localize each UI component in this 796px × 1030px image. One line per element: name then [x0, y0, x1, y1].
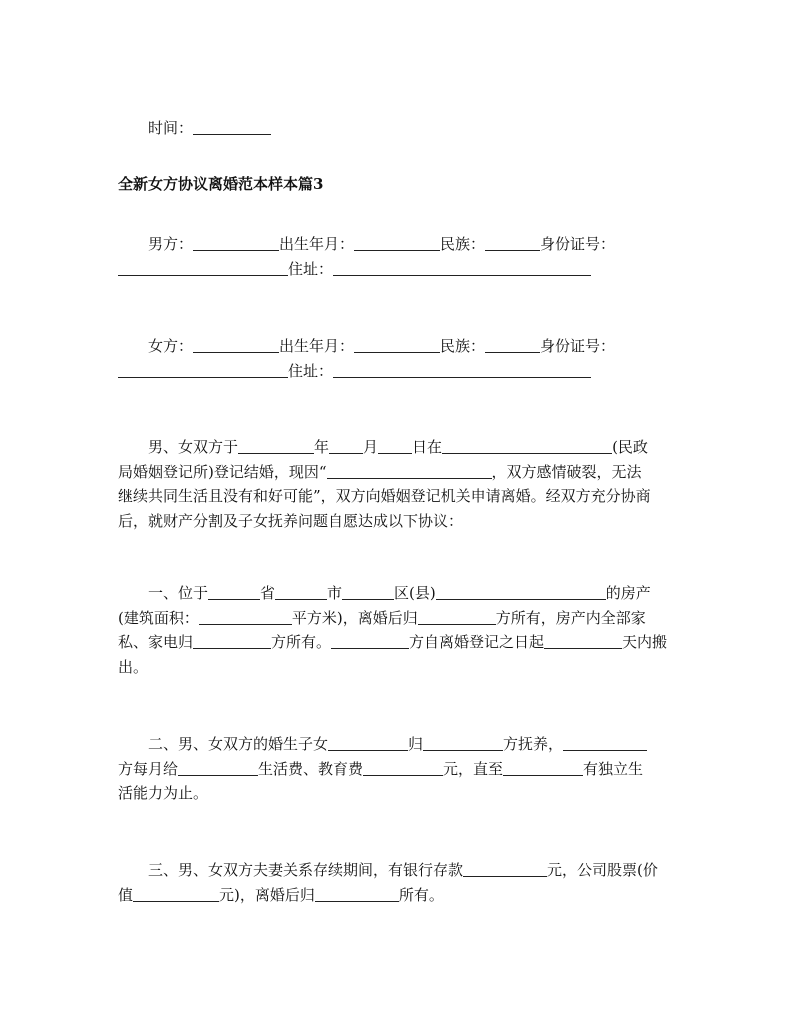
support-amount-blank	[363, 761, 443, 776]
clause-text: 活能力为止。	[118, 784, 209, 802]
furniture-owner-blank	[193, 634, 271, 649]
clause-1-paragraph	[118, 581, 684, 679]
man-ethnic-label: 民族：	[440, 235, 486, 253]
clause-text: 所有。	[398, 885, 444, 904]
clause-text: 元，公司股票(价	[547, 861, 658, 879]
asset-owner-blank	[315, 887, 399, 902]
clause-text: 平方米)，离婚后归	[291, 608, 418, 627]
marriage-place-blank	[442, 439, 612, 454]
marriage-month-blank	[329, 439, 363, 454]
marriage-day-blank	[378, 439, 412, 454]
clause-text: 方每月给	[118, 759, 179, 778]
marriage-text: 日在	[412, 438, 443, 456]
man-address-blank	[333, 261, 591, 276]
time-blank	[193, 120, 271, 135]
time-label: 时间：	[148, 119, 194, 137]
woman-label: 女方：	[148, 337, 194, 355]
marriage-text: 局婚姻登记所)登记结婚，现因“	[118, 462, 327, 481]
clause-text: 出。	[118, 657, 149, 676]
divorce-reason-blank	[327, 464, 492, 479]
clause-text: 的房产	[605, 584, 651, 602]
clause-text: 元)，离婚后归	[219, 885, 315, 904]
clause-text: 元，直至	[443, 759, 504, 778]
child-name-blank	[328, 736, 408, 751]
marriage-text: 男、女双方于	[148, 438, 239, 456]
woman-id-blank	[118, 363, 288, 378]
man-label: 男方：	[148, 235, 194, 253]
clause-text: 归	[408, 735, 424, 753]
marriage-text: 继续共同生活且没有和好可能”，双方向婚姻登记机关申请离婚。经双方充分协商	[118, 487, 651, 505]
clause-text: 省	[260, 584, 276, 602]
marriage-text: ，双方感情破裂，无法	[491, 462, 642, 481]
deposit-amount-blank	[463, 862, 547, 877]
woman-address-blank	[333, 363, 591, 378]
marriage-text: 后，就财产分割及子女抚养问题自愿达成以下协议：	[118, 511, 464, 530]
custody-party-blank	[423, 736, 503, 751]
moving-party-blank	[331, 634, 409, 649]
clause-text: 方所有。	[271, 633, 332, 651]
payee-blank	[178, 761, 258, 776]
document-title: 全新女方协议离婚范本样本篇3	[118, 175, 324, 193]
until-person-blank	[503, 761, 583, 776]
man-ethnic-blank	[485, 236, 540, 251]
clause-text: 有独立生	[583, 759, 644, 778]
area-blank	[199, 610, 292, 625]
woman-id-label: 身份证号：	[540, 337, 616, 355]
woman-name-blank	[193, 338, 279, 353]
marriage-text: 月	[363, 438, 379, 456]
man-birth-blank	[354, 236, 440, 251]
woman-address-label: 住址：	[288, 361, 334, 380]
woman-birth-label: 出生年月：	[279, 337, 355, 355]
clause-text: 二、男、女双方的婚生子女	[148, 735, 329, 753]
woman-ethnic-blank	[485, 338, 540, 353]
woman-ethnic-label: 民族：	[440, 337, 486, 355]
man-address-label: 住址：	[288, 259, 334, 278]
marriage-text: 年	[314, 438, 330, 456]
clause-text: 生活费、教育费	[258, 759, 364, 778]
province-blank	[208, 585, 260, 600]
woman-birth-blank	[354, 338, 440, 353]
man-id-blank	[118, 261, 288, 276]
moving-days-blank	[544, 634, 622, 649]
clause-2-paragraph	[118, 732, 684, 806]
marriage-year-blank	[238, 439, 314, 454]
clause-text: 方自离婚登记之日起	[409, 633, 545, 651]
clause-text: (建筑面积：	[118, 608, 199, 627]
clause-text: 区(县)	[394, 584, 436, 602]
property-address-blank	[436, 585, 606, 600]
property-owner-blank	[418, 610, 496, 625]
man-birth-label: 出生年月：	[279, 235, 355, 253]
man-id-label: 身份证号：	[540, 235, 616, 253]
man-info-paragraph	[118, 232, 684, 281]
clause-text: 方所有，房产内全部家	[495, 608, 646, 627]
clause-text: 天内搬	[622, 633, 668, 651]
district-blank	[342, 585, 394, 600]
clause-text: 私、家电归	[118, 633, 194, 651]
clause-3-paragraph	[118, 858, 684, 907]
payer-party-blank	[563, 736, 647, 751]
clause-text: 三、男、女双方夫妻关系存续期间，有银行存款	[148, 861, 464, 879]
marriage-paragraph	[118, 435, 684, 533]
clause-text: 方抚养，	[503, 735, 564, 753]
stock-value-blank	[133, 887, 219, 902]
clause-text: 值	[118, 885, 134, 904]
woman-info-paragraph	[118, 334, 684, 383]
clause-text: 市	[327, 584, 343, 602]
marriage-text: (民政	[612, 438, 648, 456]
time-line	[118, 116, 684, 141]
man-name-blank	[193, 236, 279, 251]
clause-text: 一、位于	[148, 584, 209, 602]
city-blank	[275, 585, 327, 600]
